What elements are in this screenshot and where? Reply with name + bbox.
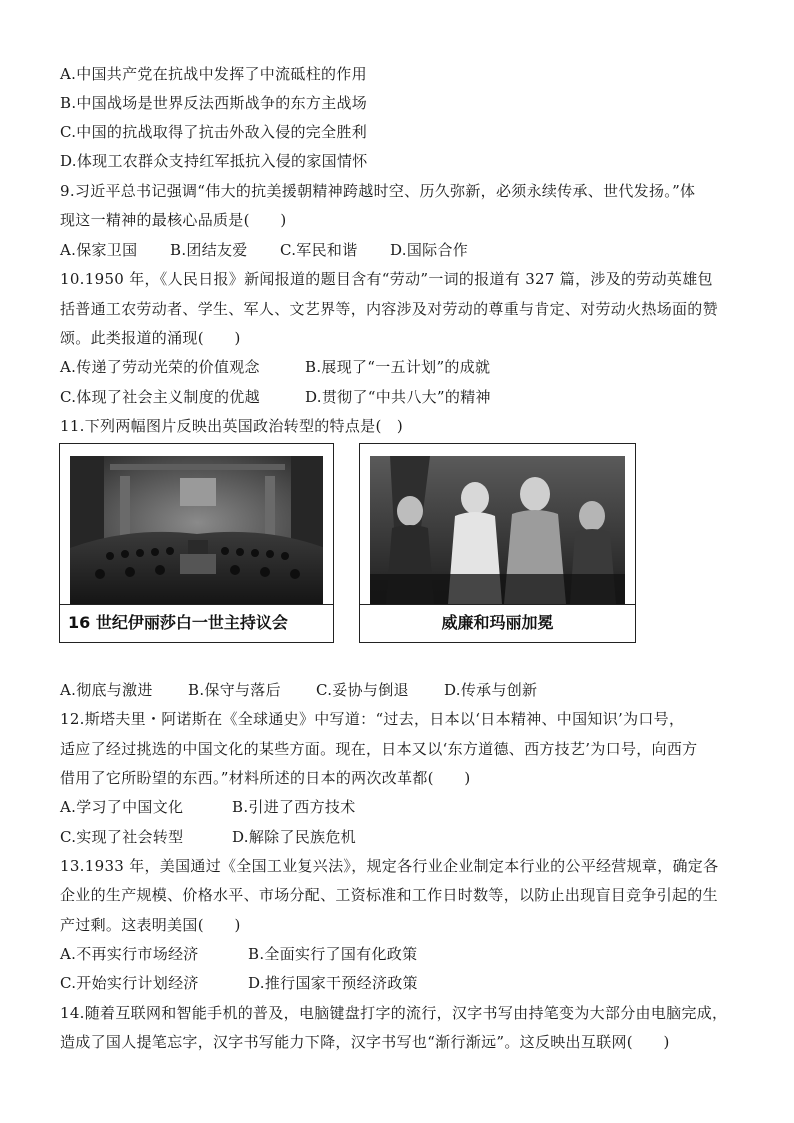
q10-stem-line-2: 括普通工农劳动者、学生、军人、文艺界等，内容涉及对劳动的尊重与肯定、对劳动火热场面的赞 xyxy=(60,300,718,318)
q12-stem-line-3: 借用了它所盼望的东西。”材料所述的日本的两次改革都( ) xyxy=(60,769,471,787)
q10-option-c: C.体现了社会主义制度的优越 xyxy=(60,388,260,406)
figure-coronation xyxy=(359,443,636,643)
q11-options xyxy=(60,680,537,700)
q9-stem-line-1: 9.习近平总书记强调“伟大的抗美援朝精神跨越时空、历久弥新，必须永续传承、世代发扬。”体 xyxy=(60,182,696,200)
q14-stem-line-1: 14.随着互联网和智能手机的普及，电脑键盘打字的流行，汉字书写由持笔变为大部分由电脑完成， xyxy=(60,1004,728,1022)
q11-stem: 11.下列两幅图片反映出英国政治转型的特点是( ) xyxy=(60,417,404,435)
q13-option-c: C.开始实行计划经济 xyxy=(60,974,199,992)
q10-option-b: B.展现了“一五计划”的成就 xyxy=(305,358,491,376)
q12-option-d: D.解除了民族危机 xyxy=(232,828,356,846)
q10-options-row-2 xyxy=(60,387,491,407)
q12-options-row-1 xyxy=(60,797,356,817)
q8-option-d: D.体现工农群众支持红军抵抗入侵的家国情怀 xyxy=(60,152,368,170)
q13-option-a: A.不再实行市场经济 xyxy=(60,945,199,963)
q11-option-d: D.传承与创新 xyxy=(444,681,538,699)
q9-option-a: A.保家卫国 xyxy=(60,241,138,259)
q9-option-c: C.军民和谐 xyxy=(280,241,358,259)
q11-option-a: A.彻底与激进 xyxy=(60,681,153,699)
q12-option-a: A.学习了中国文化 xyxy=(60,798,184,816)
q10-options-row-1 xyxy=(60,357,490,377)
q9-option-d: D.国际合作 xyxy=(390,241,469,259)
q13-stem-line-1: 13.1933 年，美国通过《全国工业复兴法》，规定各行业企业制定本行业的公平经营规章，确定各 xyxy=(60,857,719,875)
q13-stem-line-3: 产过剩。这表明美国( ) xyxy=(60,916,241,934)
q9-options xyxy=(60,240,468,260)
q11-option-c: C.妥协与倒退 xyxy=(316,681,409,699)
q13-option-d: D.推行国家干预经济政策 xyxy=(248,974,418,992)
q8-option-b: B.中国战场是世界反法西斯战争的东方主战场 xyxy=(60,94,368,112)
q14-stem-line-2: 造成了国人提笔忘字，汉字书写能力下降，汉字书写也“渐行渐远”。这反映出互联网( ) xyxy=(60,1033,670,1051)
q10-stem-line-3: 颂。此类报道的涌现( ) xyxy=(60,329,241,347)
q12-stem-line-1: 12.斯塔夫里・阿诺斯在《全球通史》中写道：“过去，日本以‘日本精神、中国知识’为口号， xyxy=(60,710,685,728)
q13-options-row-1 xyxy=(60,944,417,964)
q13-stem-line-2: 企业的生产规模、价格水平、市场分配、工资标准和工作日时数等，以防止出现盲目竞争引起的生 xyxy=(60,886,718,904)
q12-options-row-2 xyxy=(60,827,356,847)
figure-left-caption: 16 世纪伊丽莎白一世主持议会 xyxy=(60,604,333,642)
figure-parliament xyxy=(59,443,334,643)
q12-option-c: C.实现了社会转型 xyxy=(60,828,184,846)
q9-stem-line-2: 现这一精神的最核心品质是( ) xyxy=(60,211,287,229)
q12-option-b: B.引进了西方技术 xyxy=(232,798,356,816)
coronation-photo xyxy=(370,456,625,604)
q10-option-d: D.贯彻了“中共八大”的精神 xyxy=(305,388,491,406)
q9-option-b: B.团结友爱 xyxy=(170,241,248,259)
q8-option-a: A.中国共产党在抗战中发挥了中流砥柱的作用 xyxy=(60,65,367,83)
q11-option-b: B.保守与落后 xyxy=(188,681,281,699)
q10-stem-line-1: 10.1950 年，《人民日报》新闻报道的题目含有“劳动”一词的报道有 327 篇，涉及的劳动英雄包 xyxy=(60,270,713,288)
q12-stem-line-2: 适应了经过挑选的中国文化的某些方面。现在，日本又以‘东方道德、西方技艺’为口号，向西方 xyxy=(60,740,698,758)
parliament-photo xyxy=(70,456,323,604)
q13-option-b: B.全面实行了国有化政策 xyxy=(248,945,418,963)
q10-option-a: A.传递了劳动光荣的价值观念 xyxy=(60,358,260,376)
q8-option-c: C.中国的抗战取得了抗击外敌入侵的完全胜利 xyxy=(60,123,368,141)
q13-options-row-2 xyxy=(60,973,418,993)
figure-right-caption: 威廉和玛丽加冕 xyxy=(360,604,635,642)
